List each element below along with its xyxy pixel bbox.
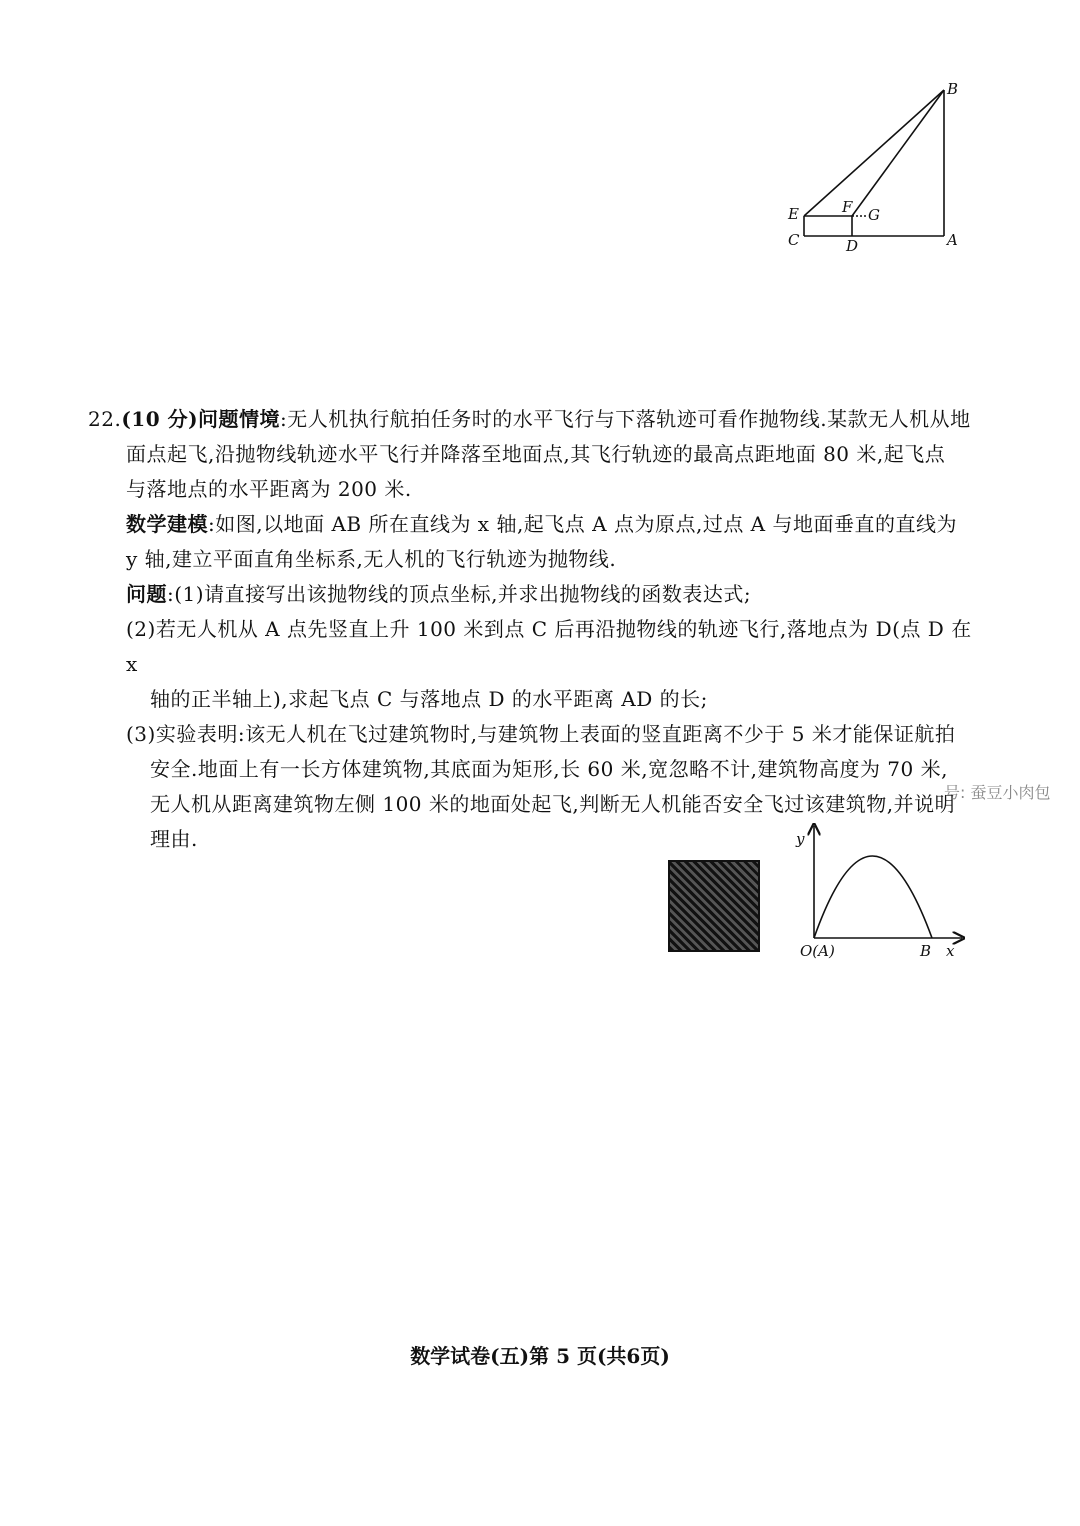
problem-3-line-3: 无人机从距离建筑物左侧 100 米的地面处起飞,判断无人机能否安全飞过该建筑物,并说明 bbox=[150, 792, 956, 816]
model-label: 数学建模 bbox=[126, 512, 208, 536]
parabola-figure bbox=[786, 820, 976, 965]
problem-2-line-2: 轴的正半轴上),求起飞点 C 与落地点 D 的水平距离 AD 的长; bbox=[150, 687, 708, 711]
problem-3-line-2: 安全.地面上有一长方体建筑物,其底面为矩形,长 60 米,宽忽略不计,建筑物高度为 70 米, bbox=[150, 757, 948, 781]
label-d: D bbox=[846, 237, 859, 255]
label-c: C bbox=[788, 231, 800, 249]
context-line-1 bbox=[88, 402, 988, 437]
model-line-2: y 轴,建立平面直角坐标系,无人机的飞行轨迹为抛物线. bbox=[126, 547, 617, 571]
model-text: :如图,以地面 AB 所在直线为 x 轴,起飞点 A 点为原点,过点 A 与地面垂直的直线为 bbox=[208, 512, 957, 536]
label-g: G bbox=[868, 206, 880, 224]
geometry-figure bbox=[780, 78, 970, 258]
problem-2-line-1: (2)若无人机从 A 点先竖直上升 100 米到点 C 后再沿抛物线的轨迹飞行,落地点为 D(点 D 在 x bbox=[126, 617, 972, 676]
problem-3-line-4: 理由. bbox=[150, 827, 198, 851]
context-label: 问题情境 bbox=[198, 407, 281, 431]
origin-label: O(A) bbox=[800, 942, 835, 960]
page-footer: 数学试卷(五)第 5 页(共6页) bbox=[410, 1344, 670, 1368]
question-22 bbox=[88, 402, 988, 857]
y-axis-label: y bbox=[796, 830, 805, 848]
qr-code-image bbox=[668, 860, 760, 952]
model-line-1 bbox=[88, 507, 988, 542]
problem-3-line-1: (3)实验表明:该无人机在飞过建筑物时,与建筑物上表面的竖直距离不少于 5 米才能保证航拍 bbox=[126, 722, 956, 746]
x-axis-label: x bbox=[946, 942, 955, 960]
label-a: A bbox=[947, 231, 958, 249]
label-b: B bbox=[947, 80, 959, 98]
context-text: :无人机执行航拍任务时的水平飞行与下落轨迹可看作抛物线.某款无人机从地 bbox=[280, 407, 971, 431]
problem-1-text: :(1)请直接写出该抛物线的顶点坐标,并求出抛物线的函数表达式; bbox=[167, 582, 752, 606]
watermark: 号: 蚕豆小肉包 bbox=[944, 783, 1051, 802]
question-score: (10 分) bbox=[121, 407, 199, 431]
label-e: E bbox=[788, 205, 799, 223]
context-line-3: 与落地点的水平距离为 200 米. bbox=[126, 477, 412, 501]
problem-line-1 bbox=[88, 577, 988, 612]
context-line-2: 面点起飞,沿抛物线轨迹水平飞行并降落至地面点,其飞行轨迹的最高点距地面 80 米,起飞点 bbox=[126, 442, 946, 466]
label-f: F bbox=[842, 198, 853, 216]
point-b-label: B bbox=[920, 942, 932, 960]
problem-label: 问题 bbox=[126, 582, 167, 606]
question-number: 22. bbox=[88, 407, 122, 431]
